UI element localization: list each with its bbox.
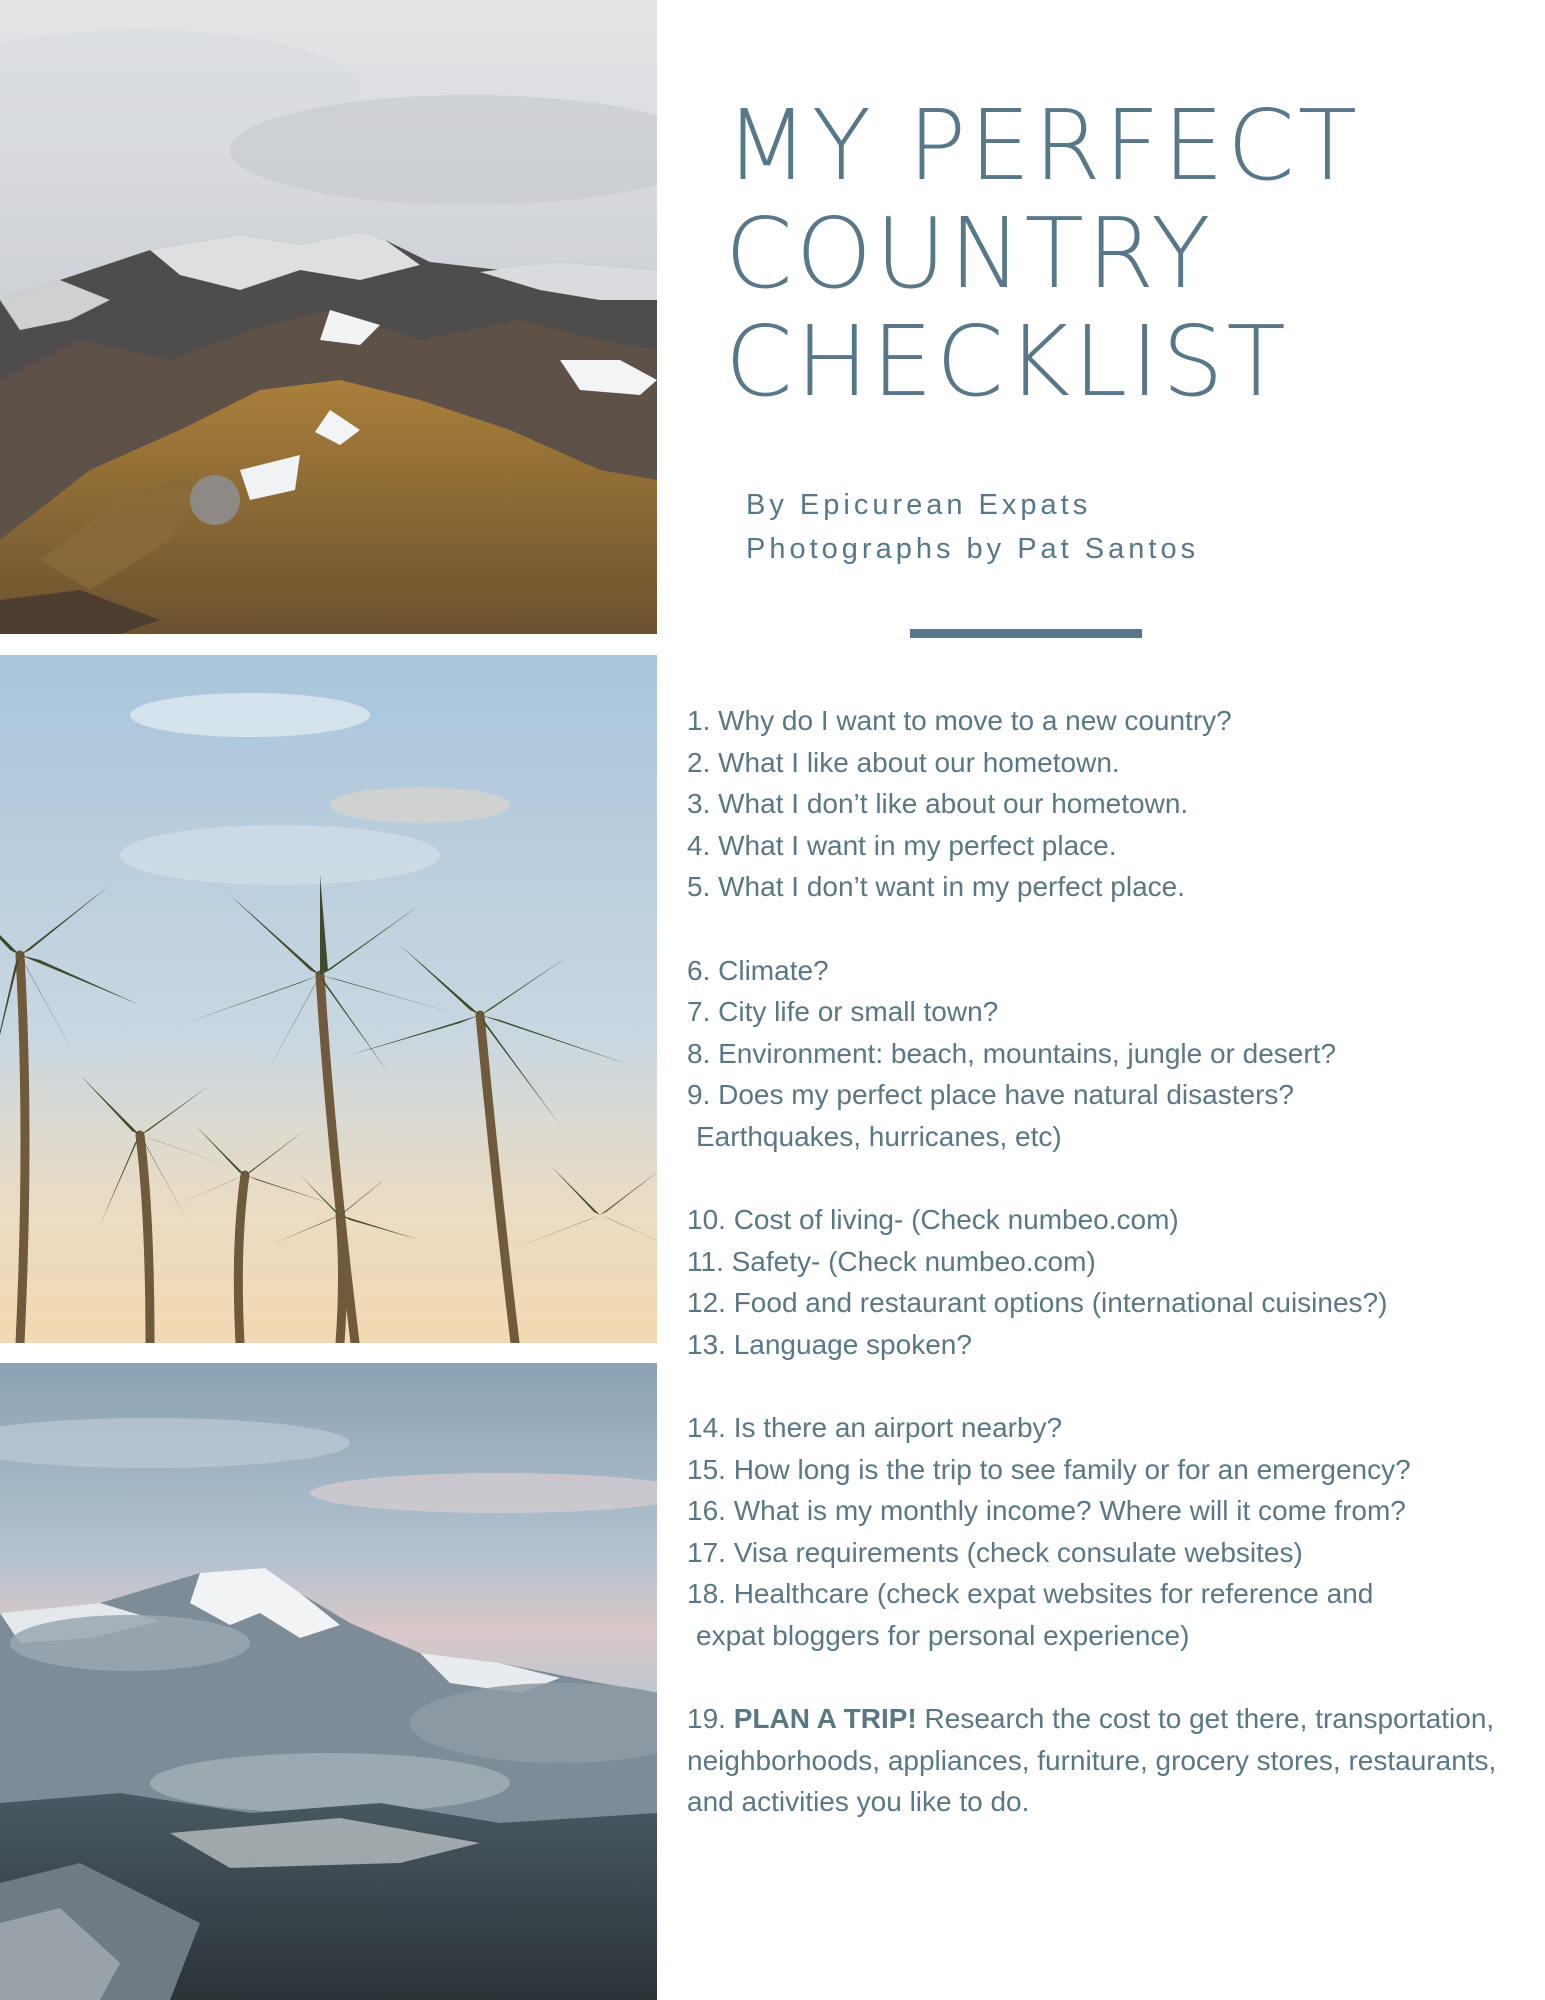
- checklist-item: 7. City life or small town?: [687, 996, 999, 1028]
- snowy-mountain-image: [0, 0, 657, 634]
- checklist-item: 10. Cost of living- (Check numbeo.com): [687, 1204, 1179, 1236]
- mountain-photo-top: [0, 0, 657, 634]
- checklist-item: 5. What I don’t want in my perfect place.: [687, 871, 1186, 903]
- checklist-item: 8. Environment: beach, mountains, jungle or desert?: [687, 1037, 1337, 1069]
- plan-trip-emphasis: PLAN A TRIP!: [733, 1703, 917, 1735]
- checklist-item: 2. What I like about our hometown.: [687, 746, 1120, 778]
- checklist-item: 13. Language spoken?: [687, 1328, 972, 1360]
- plan-trip-text: Research the cost to get there, transportation, neighborhoods, appliances, furniture, grocery stores, restaurants, and activities you like to do.: [687, 1703, 1497, 1818]
- alpine-peak-photo: [0, 1363, 657, 2000]
- palm-trees-photo: [0, 655, 657, 1343]
- checklist-item: 16. What is my monthly income? Where will it come from?: [687, 1495, 1406, 1527]
- checklist-item: 11. Safety- (Check numbeo.com): [687, 1245, 1096, 1277]
- item-number: 19.: [687, 1703, 726, 1735]
- checklist-item: 18. Healthcare (check expat websites for reference and: [687, 1578, 1374, 1610]
- page-title: [725, 89, 1505, 418]
- checklist: [687, 700, 1507, 1823]
- title-line: COUNTRY: [725, 197, 1214, 310]
- checklist-item: 6. Climate?: [687, 954, 829, 986]
- checklist-item: 9. Does my perfect place have natural disasters?: [687, 1079, 1294, 1111]
- checklist-item: 4. What I want in my perfect place.: [687, 829, 1117, 861]
- section-gap: [687, 1657, 1507, 1699]
- checklist-item: 17. Visa requirements (check consulate websites): [687, 1536, 1303, 1568]
- title-divider: [910, 629, 1142, 638]
- checklist-item: 12. Food and restaurant options (international cuisines?): [687, 1287, 1388, 1319]
- section-gap: [687, 908, 1507, 950]
- title-line: CHECKLIST: [725, 305, 1289, 418]
- alpine-peak-image: [0, 1363, 657, 2000]
- photo-credit: Photographs by Pat Santos: [746, 533, 1200, 565]
- byline: [746, 483, 1199, 571]
- section-gap: [687, 1158, 1507, 1200]
- checklist-item-continuation: expat bloggers for personal experience): [696, 1620, 1190, 1652]
- checklist-item: 1. Why do I want to move to a new country?: [687, 705, 1232, 736]
- title-line: MY PERFECT: [725, 89, 1361, 202]
- author-credit: By Epicurean Expats: [746, 489, 1092, 521]
- palm-trees-image: [0, 655, 657, 1343]
- checklist-item: 14. Is there an airport nearby?: [687, 1412, 1063, 1444]
- checklist-item: 3. What I don’t like about our hometown.: [687, 788, 1189, 820]
- checklist-item-plan-trip: [687, 1698, 1507, 1823]
- checklist-item-continuation: Earthquakes, hurricanes, etc): [696, 1120, 1062, 1152]
- checklist-item: 15. How long is the trip to see family or for an emergency?: [687, 1453, 1411, 1485]
- section-gap: [687, 1366, 1507, 1408]
